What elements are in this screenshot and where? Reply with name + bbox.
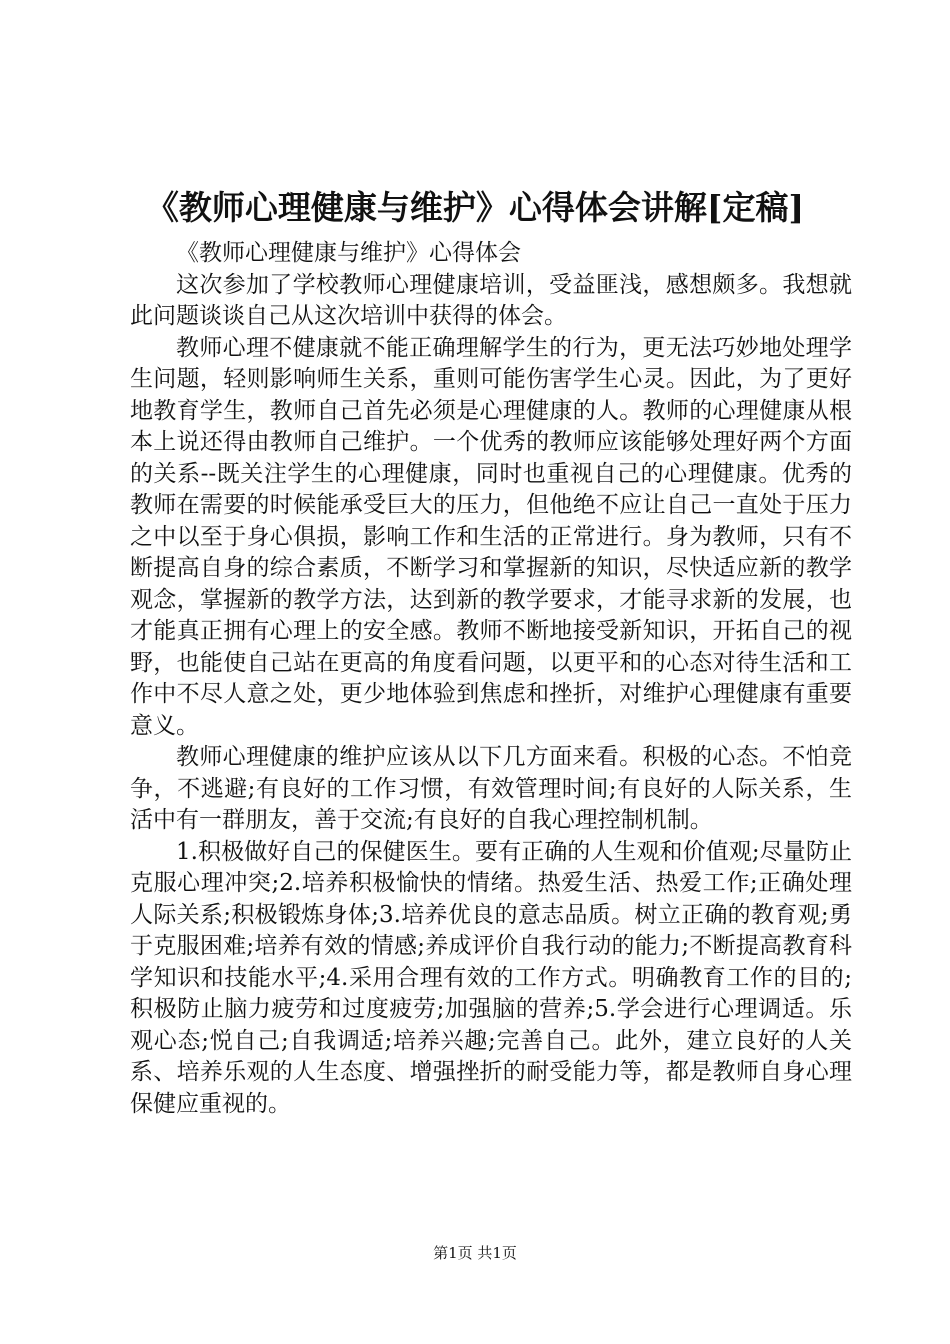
page-footer: 第1页 共1页 (433, 1244, 517, 1262)
paragraph-intro: 这次参加了学校教师心理健康培训，受益匪浅，感想颇多。我想就此问题谈谈自己从这次培训中获得的体会。 (130, 271, 852, 329)
paragraph-subtitle: 《教师心理健康与维护》心得体会 (176, 240, 521, 266)
document-body (130, 238, 852, 1120)
paragraph-methods: 1.积极做好自己的保健医生。要有正确的人生观和价值观;尽量防止克服心理冲突;2.培养积极愉快的情绪。热爱生活、热爱工作;正确处理人际关系;积极锻炼身体;3.培养优良的意志品质。树立正确的教育观;勇于克服困难;培养有效的情感;养成评价自我行动的能力;不断提高教育科学知识和技能水平;4.采用合理有效的工作方式。明确教育工作的目的;积极防止脑力疲劳和过度疲劳;加强脑的营养;5.学会进行心理调适。乐观心态;悦自己;自我调适;培养兴趣;完善自己。此外，建立良好的人关系、培养乐观的人生态度、增强挫折的耐受能力等，都是教师自身心理保健应重视的。 (130, 838, 852, 1117)
paragraph-main: 教师心理不健康就不能正确理解学生的行为，更无法巧妙地处理学生问题，轻则影响师生关系，重则可能伤害学生心灵。因此，为了更好地教育学生，教师自己首先必须是心理健康的人。教师的心理健康从根本上说还得由教师自己维护。一个优秀的教师应该能够处理好两个方面的关系--既关注学生的心理健康，同时也重视自己的心理健康。优秀的教师在需要的时候能承受巨大的压力，但他绝不应让自己一直处于压力之中以至于身心俱损，影响工作和生活的正常进行。身为教师，只有不断提高自身的综合素质，不断学习和掌握新的知识，尽快适应新的教学观念，掌握新的教学方法，达到新的教学要求，才能寻求新的发展，也才能真正拥有心理上的安全感。教师不断地接受新知识，开拓自己的视野，也能使自己站在更高的角度看问题，以更平和的心态对待生活和工作中不尽人意之处，更少地体验到焦虑和挫折，对维护心理健康有重要意义。 (130, 334, 852, 739)
paragraph-maintenance: 教师心理健康的维护应该从以下几方面来看。积极的心态。不怕竞争，不逃避;有良好的工作习惯，有效管理时间;有良好的人际关系，生活中有一群朋友，善于交流;有良好的自我心理控制机制。 (130, 744, 852, 833)
document-title: 《教师心理健康与维护》心得体会讲解[定稿] (145, 188, 805, 227)
